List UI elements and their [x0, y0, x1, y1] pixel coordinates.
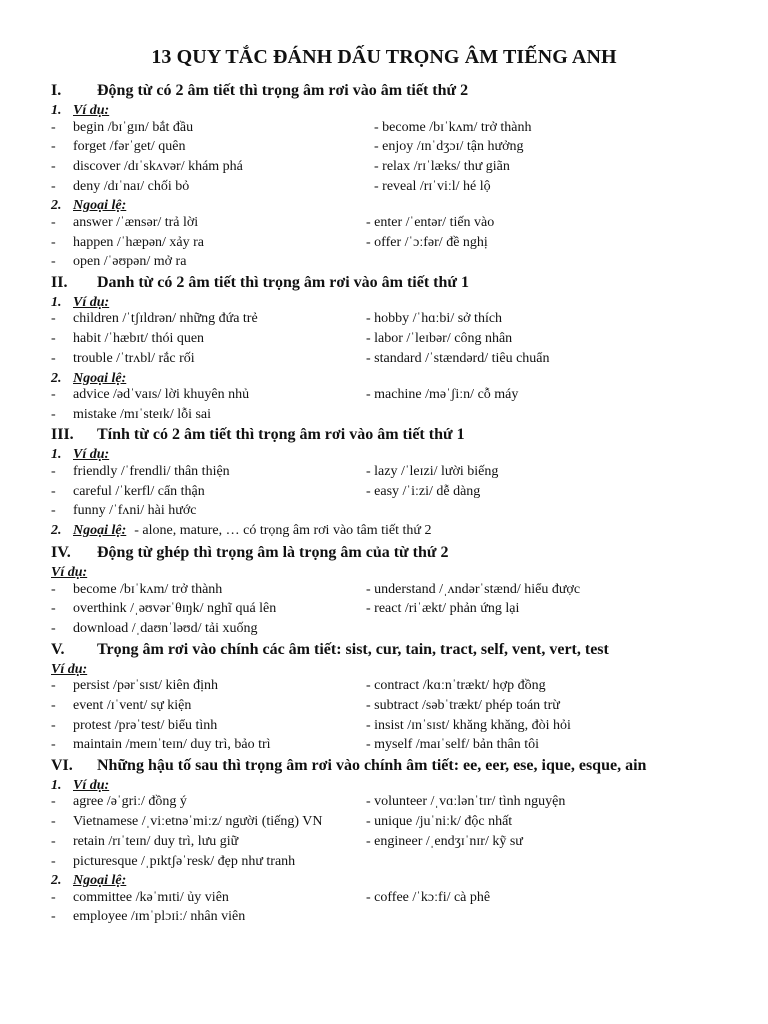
- bullet-dash: -: [51, 909, 56, 925]
- section-heading: [51, 640, 609, 660]
- bullet-dash: -: [51, 311, 56, 327]
- subsection-note: - alone, mature, … có trọng âm rơi vào tâm tiết thứ 2: [134, 523, 432, 538]
- subsection-title: Ví dụ:: [51, 661, 88, 677]
- item-text: advice /ədˈvaɪs/ lời khuyên nhủ: [73, 387, 250, 402]
- list-item: [51, 736, 271, 754]
- list-item-right: - unique /juˈniːk/ độc nhất: [366, 814, 513, 830]
- bullet-dash: -: [51, 889, 56, 905]
- bullet-dash: -: [51, 814, 56, 830]
- section-title: Tính từ có 2 âm tiết thì trọng âm rơi vào âm tiết thứ 1: [97, 426, 465, 444]
- section-heading: [51, 273, 469, 293]
- section-title: Những hậu tố sau thì trọng âm rơi vào chính âm tiết: ee, eer, ese, ique, esque, ain: [97, 756, 647, 774]
- item-text: children /ˈtʃɪldrən/ những đứa trẻ: [73, 311, 258, 327]
- list-item: [51, 620, 258, 638]
- list-item-right: - coffee /ˈkɔːfi/ cà phê: [366, 889, 491, 905]
- list-item: [51, 697, 191, 715]
- list-item-right: - become /bɪˈkʌm/ trở thành: [374, 119, 532, 135]
- bullet-dash: -: [51, 853, 56, 869]
- subsection-label: [51, 872, 126, 890]
- page-title: 13 QUY TẮC ĐÁNH DẤU TRỌNG ÂM TIẾNG ANH: [151, 46, 617, 68]
- list-item: [51, 253, 186, 271]
- list-item: [51, 889, 229, 907]
- list-item-right: - labor /ˈleɪbər/ công nhân: [366, 331, 513, 347]
- list-item: [51, 502, 196, 520]
- subsection-label: [51, 197, 126, 215]
- subsection-title: Ngoại lệ:: [73, 873, 127, 889]
- subsection-label: [51, 564, 87, 582]
- list-item-right: - offer /ˈɔːfər/ đề nghị: [366, 234, 488, 250]
- subsection-label: [51, 777, 109, 795]
- item-text: employee /ɪmˈplɔɪiː/ nhân viên: [73, 909, 246, 925]
- bullet-dash: -: [51, 737, 56, 753]
- list-item: [51, 833, 238, 851]
- subsection-number: 2.: [51, 873, 62, 889]
- bullet-dash: -: [51, 139, 56, 155]
- list-item-right: - understand /ˌʌndərˈstænd/ hiểu được: [366, 581, 581, 597]
- list-item-right: - react /riˈækt/ phản ứng lại: [366, 601, 520, 617]
- subsection-number: 1.: [51, 777, 62, 793]
- list-item: [51, 406, 211, 424]
- section-title: Động từ ghép thì trọng âm là trọng âm của từ thứ 2: [97, 544, 449, 561]
- item-text: committee /kəˈmɪti/ ủy viên: [73, 889, 229, 905]
- item-text: maintain /meɪnˈteɪn/ duy trì, bảo trì: [73, 737, 271, 753]
- bullet-dash: -: [51, 620, 56, 636]
- item-text: become /bɪˈkʌm/ trở thành: [73, 581, 223, 597]
- list-item: [51, 813, 323, 831]
- section-title: Danh từ có 2 âm tiết thì trọng âm rơi vào âm tiết thứ 1: [97, 273, 470, 291]
- list-item-right: - reveal /rɪˈviːl/ hé lộ: [374, 178, 491, 194]
- item-text: friendly /ˈfrendli/ thân thiện: [73, 463, 230, 479]
- item-text: open /ˈəʊpən/ mở ra: [73, 254, 187, 270]
- list-item-right: - myself /maɪˈself/ bản thân tôi: [366, 737, 540, 753]
- item-text: answer /ˈænsər/ trả lời: [73, 214, 199, 230]
- list-item-right: - relax /rɪˈlæks/ thư giãn: [374, 158, 510, 174]
- item-text: trouble /ˈtrʌbl/ rắc rối: [73, 350, 195, 366]
- section-number: II.: [51, 273, 68, 291]
- bullet-dash: -: [51, 254, 56, 270]
- bullet-dash: -: [51, 331, 56, 347]
- list-item-right: - machine /məˈʃiːn/ cỗ máy: [366, 387, 519, 402]
- item-text: overthink /ˌəʊvərˈθɪŋk/ nghĩ quá lên: [73, 601, 277, 617]
- list-item: [51, 793, 187, 811]
- item-text: habit /ˈhæbɪt/ thói quen: [73, 331, 205, 347]
- bullet-dash: -: [51, 503, 56, 519]
- item-text: protest /prəˈtest/ biểu tình: [73, 717, 218, 733]
- section-heading: [51, 756, 646, 776]
- bullet-dash: -: [51, 601, 56, 617]
- list-item: [51, 234, 204, 252]
- subsection-title: Ví dụ:: [51, 565, 88, 580]
- subsection-number: 2.: [51, 198, 62, 214]
- section-number: VI.: [51, 756, 73, 774]
- section-title: Trọng âm rơi vào chính các âm tiết: sist, cur, tain, tract, self, vent, vert, test: [97, 640, 609, 658]
- subsection-label: [51, 661, 87, 679]
- section-number: V.: [51, 640, 65, 658]
- bullet-dash: -: [51, 581, 56, 597]
- bullet-dash: -: [51, 794, 56, 810]
- bullet-dash: -: [51, 387, 56, 402]
- list-item: [51, 853, 295, 871]
- bullet-dash: -: [51, 158, 56, 174]
- subsection-number: 1.: [51, 294, 62, 310]
- list-item: [51, 138, 185, 156]
- item-text: careful /ˈkerfl/ cẩn thận: [73, 483, 205, 499]
- subsection-number: 2.: [51, 370, 62, 386]
- list-item: [51, 330, 204, 348]
- bullet-dash: -: [51, 350, 56, 366]
- list-item: [51, 908, 245, 926]
- list-item: [51, 581, 222, 599]
- section-title: Động từ có 2 âm tiết thì trọng âm rơi vào âm tiết thứ 2: [97, 82, 469, 99]
- list-item: [51, 119, 193, 137]
- list-item: [51, 310, 258, 328]
- subsection-label: [51, 522, 432, 540]
- item-text: begin /bɪˈgɪn/ bắt đầu: [73, 119, 194, 135]
- item-text: download /ˌdaʊnˈləʊd/ tải xuống: [73, 620, 258, 636]
- subsection-title: Ví dụ:: [73, 447, 110, 463]
- bullet-dash: -: [51, 234, 56, 250]
- bullet-dash: -: [51, 717, 56, 733]
- item-text: event /ɪˈvent/ sự kiện: [73, 697, 192, 713]
- item-text: Vietnamese /ˌviːetnəˈmiːz/ người (tiếng) VN: [73, 814, 323, 830]
- section-heading: [51, 543, 448, 563]
- bullet-dash: -: [51, 119, 56, 135]
- item-text: happen /ˈhæpən/ xảy ra: [73, 234, 205, 250]
- section-heading: [51, 425, 465, 445]
- subsection-label: [51, 102, 109, 120]
- bullet-dash: -: [51, 697, 56, 713]
- list-item-right: - engineer /ˌendʒɪˈnɪr/ kỹ sư: [366, 833, 523, 849]
- bullet-dash: -: [51, 406, 56, 422]
- subsection-number: 1.: [51, 447, 62, 463]
- item-text: deny /dɪˈnaɪ/ chối bỏ: [73, 178, 190, 194]
- bullet-dash: -: [51, 463, 56, 479]
- section-number: IV.: [51, 544, 71, 561]
- subsection-number: 2.: [51, 523, 62, 538]
- subsection-title: Ngoại lệ:: [73, 198, 127, 214]
- subsection-title: Ví dụ:: [73, 777, 110, 793]
- subsection-number: 1.: [51, 103, 62, 118]
- list-item: [51, 717, 217, 735]
- item-text: forget /fərˈget/ quên: [73, 139, 186, 155]
- item-text: picturesque /ˌpɪktʃəˈresk/ đẹp như tranh: [73, 853, 296, 869]
- list-item-right: - enjoy /ɪnˈdʒɔɪ/ tận hưởng: [374, 139, 524, 155]
- list-item-right: - contract /kɑːnˈtrækt/ hợp đồng: [366, 678, 546, 694]
- list-item: [51, 463, 230, 481]
- subsection-title: Ngoại lệ:: [73, 370, 127, 386]
- list-item: [51, 600, 276, 618]
- section-heading: [51, 81, 468, 101]
- subsection-label: [51, 370, 126, 388]
- list-item: [51, 677, 218, 695]
- item-text: mistake /mɪˈsteɪk/ lỗi sai: [73, 406, 212, 422]
- bullet-dash: -: [51, 214, 56, 230]
- list-item: [51, 483, 205, 501]
- section-number: III.: [51, 426, 74, 444]
- list-item-right: - lazy /ˈleɪzi/ lười biếng: [366, 463, 499, 479]
- list-item: [51, 178, 189, 196]
- list-item: [51, 158, 243, 176]
- list-item-right: - volunteer /ˌvɑːlənˈtɪr/ tình nguyện: [366, 794, 566, 810]
- bullet-dash: -: [51, 483, 56, 499]
- subsection-title: Ví dụ:: [73, 103, 110, 118]
- list-item-right: - hobby /ˈhɑːbi/ sở thích: [366, 311, 503, 327]
- bullet-dash: -: [51, 678, 56, 694]
- bullet-dash: -: [51, 178, 56, 194]
- bullet-dash: -: [51, 833, 56, 849]
- item-text: retain /rɪˈteɪn/ duy trì, lưu giữ: [73, 833, 239, 849]
- list-item-right: - standard /ˈstændərd/ tiêu chuẩn: [366, 350, 550, 366]
- subsection-label: [51, 294, 109, 312]
- item-text: agree /əˈgriː/ đồng ý: [73, 794, 187, 810]
- subsection-title: Ví dụ:: [73, 294, 110, 310]
- list-item-right: - insist /ɪnˈsɪst/ khăng khăng, đòi hỏi: [366, 717, 571, 733]
- subsection-title: Ngoại lệ:: [73, 523, 127, 538]
- list-item: [51, 214, 198, 232]
- list-item: [51, 386, 249, 404]
- list-item-right: - enter /ˈentər/ tiến vào: [366, 214, 495, 230]
- subsection-label: [51, 446, 109, 464]
- list-item-right: - subtract /səbˈtrækt/ phép toán trừ: [366, 697, 560, 713]
- item-text: funny /ˈfʌni/ hài hước: [73, 503, 197, 519]
- list-item-right: - easy /ˈiːzi/ dễ dàng: [366, 483, 481, 499]
- item-text: discover /dɪˈskʌvər/ khám phá: [73, 158, 243, 174]
- list-item: [51, 350, 195, 368]
- item-text: persist /pərˈsɪst/ kiên định: [73, 678, 219, 694]
- section-number: I.: [51, 82, 62, 99]
